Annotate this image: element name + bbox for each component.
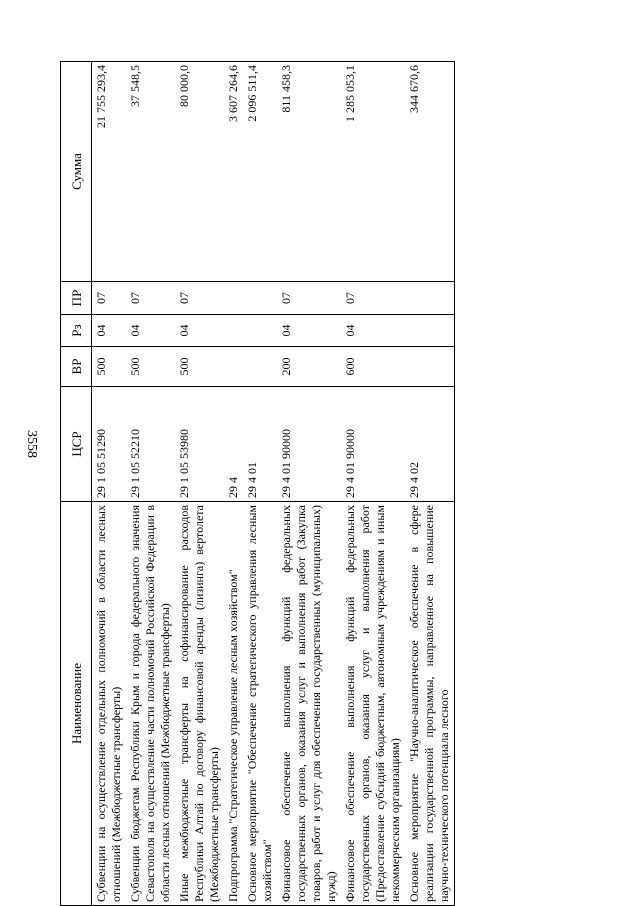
row-csr: 29 1 05 51290 bbox=[92, 387, 127, 502]
table-row bbox=[175, 62, 224, 906]
table-row bbox=[92, 62, 127, 906]
table-row bbox=[224, 62, 243, 906]
row-vr bbox=[224, 347, 243, 387]
row-rz bbox=[224, 315, 243, 347]
row-sum: 3 607 264,6 bbox=[224, 62, 243, 282]
row-sum: 2 096 511,4 bbox=[243, 62, 277, 282]
row-rz: 04 bbox=[341, 315, 405, 347]
table-row bbox=[126, 62, 175, 906]
row-rz: 04 bbox=[277, 315, 341, 347]
header-csr: ЦСР bbox=[61, 387, 92, 502]
row-pr: 07 bbox=[126, 282, 175, 315]
row-pr: 07 bbox=[341, 282, 405, 315]
header-sum: Сумма bbox=[61, 62, 92, 282]
row-pr: 07 bbox=[277, 282, 341, 315]
row-sum: 80 000,0 bbox=[175, 62, 224, 282]
row-pr: 07 bbox=[175, 282, 224, 315]
row-name: Основное мероприятие "Научно-аналитическое обеспечение в сфере реализации государственной программы, направленное на повышение научно-технического потенциала лесного bbox=[405, 502, 455, 906]
table-row bbox=[243, 62, 277, 906]
row-sum: 21 755 293,4 bbox=[92, 62, 127, 282]
row-csr: 29 1 05 52210 bbox=[126, 387, 175, 502]
row-name: Иные межбюджетные трансферты на софинансирование расходов Республики Алтай по договору финансовой аренды (лизинга) вертолета (Межбюджетные трансферты) bbox=[175, 502, 224, 906]
row-csr: 29 4 01 90000 bbox=[341, 387, 405, 502]
row-name: Финансовое обеспечение выполнения функций федеральных государственных органов, оказания услуг и выполнения работ (Предоставление субсидий бюджетным, автономным учреждениям и иным некоммерческим организациям) bbox=[341, 502, 405, 906]
row-csr: 29 1 05 53980 bbox=[175, 387, 224, 502]
row-csr: 29 4 01 90000 bbox=[277, 387, 341, 502]
row-csr: 29 4 bbox=[224, 387, 243, 502]
row-rz: 04 bbox=[92, 315, 127, 347]
budget-table-rotated bbox=[60, 62, 580, 906]
row-pr bbox=[224, 282, 243, 315]
row-pr bbox=[243, 282, 277, 315]
row-rz bbox=[243, 315, 277, 347]
row-pr bbox=[405, 282, 455, 315]
row-name: Основное мероприятие "Обеспечение стратегического управления лесным хозяйством" bbox=[243, 502, 277, 906]
row-name: Финансовое обеспечение выполнения функций федеральных государственных органов, оказания услуг и выполнения работ (Закупка товаров, работ и услуг для обеспечения государственных (муниципальных) нужд) bbox=[277, 502, 341, 906]
table-row bbox=[277, 62, 341, 906]
budget-table bbox=[60, 61, 455, 906]
row-name: Подпрограмма "Стратегическое управление лесным хозяйством" bbox=[224, 502, 243, 906]
row-vr bbox=[243, 347, 277, 387]
header-name: Наименование bbox=[61, 502, 92, 906]
row-vr: 500 bbox=[92, 347, 127, 387]
row-rz: 04 bbox=[175, 315, 224, 347]
row-vr bbox=[405, 347, 455, 387]
table-row bbox=[341, 62, 405, 906]
row-vr: 600 bbox=[341, 347, 405, 387]
row-rz bbox=[405, 315, 455, 347]
row-vr: 500 bbox=[175, 347, 224, 387]
row-name: Субвенции бюджетам Республики Крым и города федерального значения Севастополя на осуществление части полномочий Российской Федерации в области лесных отношений (Межбюджетные трансферты) bbox=[126, 502, 175, 906]
row-rz: 04 bbox=[126, 315, 175, 347]
row-vr: 500 bbox=[126, 347, 175, 387]
row-sum: 1 285 053,1 bbox=[341, 62, 405, 282]
row-name: Субвенции на осуществление отдельных полномочий в области лесных отношений (Межбюджетные трансферты) bbox=[92, 502, 127, 906]
header-rz: Рз bbox=[61, 315, 92, 347]
row-vr: 200 bbox=[277, 347, 341, 387]
row-sum: 37 548,5 bbox=[126, 62, 175, 282]
row-csr: 29 4 02 bbox=[405, 387, 455, 502]
row-pr: 07 bbox=[92, 282, 127, 315]
row-sum: 344 670,6 bbox=[405, 62, 455, 282]
header-vr: ВР bbox=[61, 347, 92, 387]
page-number: 3558 bbox=[24, 430, 39, 458]
row-sum: 811 458,3 bbox=[277, 62, 341, 282]
header-pr: ПР bbox=[61, 282, 92, 315]
row-csr: 29 4 01 bbox=[243, 387, 277, 502]
table-row bbox=[405, 62, 455, 906]
header-row bbox=[61, 62, 92, 906]
